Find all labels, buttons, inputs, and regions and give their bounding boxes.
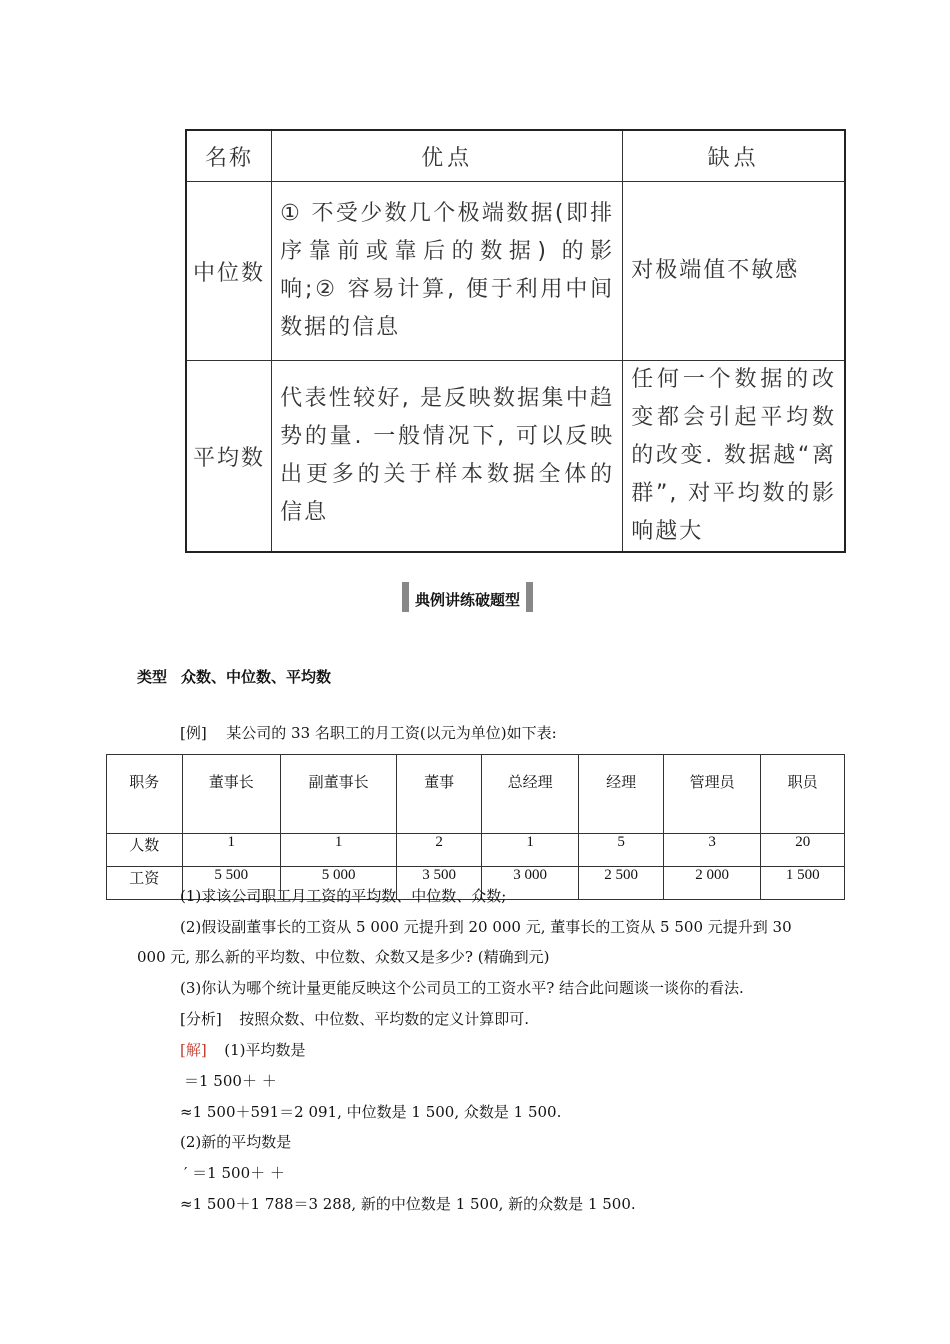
header-name: 名称 [186, 130, 272, 182]
table-row [186, 361, 845, 553]
row-cons-median: 对极端值不敏感 [623, 182, 845, 361]
solution-line-5: ′ ＝1 500＋ ＋ [184, 1164, 285, 1182]
salary-cell: 5 [579, 834, 664, 867]
question-3: (3)你认为哪个统计量更能反映这个公司员工的工资水平? 结合此问题谈一谈你的看法. [180, 979, 744, 997]
salary-header-row [107, 755, 845, 834]
row-name-median: 中位数 [186, 182, 272, 361]
salary-cell: 20 [761, 834, 845, 867]
header-pros: 优点 [272, 130, 623, 182]
salary-cell: 1 [182, 834, 280, 867]
salary-cell: 3 000 [481, 867, 578, 900]
example-tag: [例] [180, 724, 207, 742]
salary-cell: 2 000 [663, 867, 760, 900]
salary-header-cell: 管理员 [663, 755, 760, 834]
table-row [186, 182, 845, 361]
question-1: (1)求该公司职工月工资的平均数、中位数、众数; [180, 887, 507, 905]
solution-line-4: (2)新的平均数是 [180, 1133, 292, 1151]
row-pros-median: ① 不受少数几个极端数据(即排序靠前或靠后的数据) 的影响;② 容易计算, 便于利用中间数据的信息 [272, 182, 623, 361]
salary-cell: 5 000 [281, 867, 397, 900]
question-2-line-1: (2)假设副董事长的工资从 5 000 元提升到 20 000 元, 董事长的工资从 5 500 元提升到 30 [180, 918, 792, 936]
salary-header-cell: 总经理 [481, 755, 578, 834]
question-2-line-2: 000 元, 那么新的平均数、中位数、众数又是多少? (精确到元) [137, 948, 550, 966]
salary-table [106, 754, 845, 900]
salary-header-cell: 董事长 [182, 755, 280, 834]
salary-header-cell: 职务 [107, 755, 183, 834]
salary-cell: 5 500 [182, 867, 280, 900]
banner-left-bar [402, 582, 409, 612]
salary-header-cell: 经理 [579, 755, 664, 834]
section-heading: 众数、中位数、平均数 [181, 668, 332, 686]
salary-header-cell: 职员 [761, 755, 845, 834]
salary-header-cell: 董事 [397, 755, 482, 834]
banner-title: 典例讲练破题型 [415, 591, 521, 609]
example-text: 某公司的 33 名职工的月工资(以元为单位)如下表: [226, 724, 557, 742]
salary-cell: 2 [397, 834, 482, 867]
salary-header-cell: 副董事长 [281, 755, 397, 834]
analysis [180, 1008, 529, 1029]
analysis-text: 按照众数、中位数、平均数的定义计算即可. [239, 1010, 530, 1028]
solution-line-6: ≈1 500＋1 788＝3 288, 新的中位数是 1 500, 新的众数是 1 500. [180, 1195, 636, 1213]
analysis-tag: [分析] [180, 1010, 222, 1028]
salary-cell: 2 500 [579, 867, 664, 900]
section-title [137, 666, 331, 687]
solution-text: (1)平均数是 [224, 1041, 306, 1059]
row-cons-mean: 任何一个数据的改变都会引起平均数的改变. 数据越“离群”, 对平均数的影响越大 [623, 361, 845, 553]
solution-line-2: ＝1 500＋ ＋ [184, 1072, 277, 1090]
salary-cell: 3 [663, 834, 760, 867]
salary-cell: 1 500 [761, 867, 845, 900]
salary-cell: 人数 [107, 834, 183, 867]
salary-cell: 3 500 [397, 867, 482, 900]
header-cons: 缺点 [623, 130, 845, 182]
salary-cell: 工资 [107, 867, 183, 900]
row-pros-mean: 代表性较好, 是反映数据集中趋势的量. 一般情况下, 可以反映出更多的关于样本数据全体的信息 [272, 361, 623, 553]
banner-right-bar [526, 582, 533, 612]
salary-cell: 1 [281, 834, 397, 867]
comparison-header-row [186, 130, 845, 182]
example-intro [180, 722, 557, 743]
solution-tag: [解] [180, 1041, 207, 1059]
salary-cell: 1 [481, 834, 578, 867]
solution-line-3: ≈1 500＋591＝2 091, 中位数是 1 500, 众数是 1 500. [180, 1103, 562, 1121]
row-name-mean: 平均数 [186, 361, 272, 553]
solution-line-1 [180, 1039, 306, 1060]
section-banner [402, 582, 533, 612]
section-label: 类型 [137, 668, 168, 686]
comparison-table [185, 129, 846, 553]
table-row [107, 834, 845, 867]
